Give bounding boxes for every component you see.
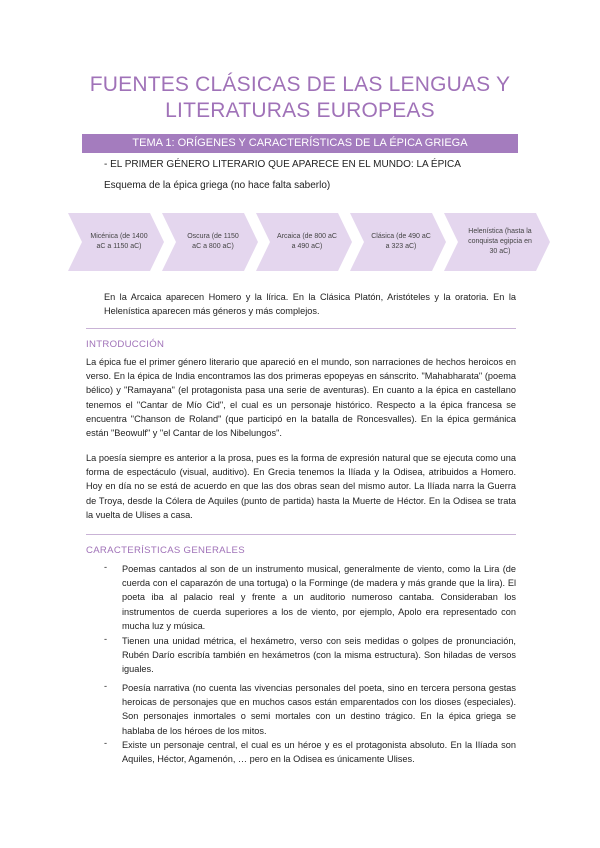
timeline-stage-micenica: Micénica (de 1400 aC a 1150 aC) <box>90 233 148 250</box>
bullet-item-2: Tienen una unidad métrica, el hexámetro, verso con seis medidas o golpes de pronunciación, Rubén Darío escribía también en hexámetros (con la misma estructura). Son hiladas de versos iguales. <box>122 636 516 675</box>
bullet-dash: - <box>104 738 108 748</box>
bullet-item-4: Existe un personaje central, el cual es un héroe y es el protagonista absoluto. En la Ilíada son Aquiles, Héctor, Agamenón, … pero en la Odisea es únicamente Ulises. <box>122 740 516 765</box>
tema-banner: TEMA 1: ORÍGENES Y CARACTERÍSTICAS DE LA ÉPICA GRIEGA <box>82 134 518 153</box>
timeline-stage-arcaica: Arcaica (de 800 aC a 490 aC) <box>277 233 337 250</box>
bullet-item-1: Poemas cantados al son de un instrumento musical, generalmente de viento, como la Lira (de cuerda con el caparazón de una tortuga) o la Forminge (de madera y más grande que la lira). El poeta iba al palacio real y frente a un auditorio numeroso cantaba. Consideraban los instrumentos de cuerda superiores a los de viento, por ejemplo, Apolo era representado con mucha luz y música. <box>122 564 516 631</box>
heading-caracteristicas: CARACTERÍSTICAS GENERALES <box>86 545 245 556</box>
bullet-item-3: Poesía narrativa (no cuenta las vivencias personales del poeta, sino en tercera persona gestas heroicas de personajes que en muchos casos están emparentados con los dioses (especiales). Son personajes inmortales o semi mortales con un destino trágico. En la épica griega se hablaba de los héroes de los mitos. <box>122 683 516 736</box>
timeline-stage-clasica: Clásica (de 490 aC a 323 aC) <box>371 233 431 250</box>
schema-note: Esquema de la épica griega (no hace falta saberlo) <box>104 180 331 191</box>
timeline-stage-helenistica: Helenística (hasta la conquista egipcia en 30 aC) <box>468 228 532 255</box>
bullet-dash: - <box>104 634 108 644</box>
bullet-dash: - <box>104 562 108 572</box>
section-subtitle: - EL PRIMER GÉNERO LITERARIO QUE APARECE EN EL MUNDO: LA ÉPICA <box>104 159 461 170</box>
epic-timeline <box>68 213 553 271</box>
heading-introduccion: INTRODUCCIÓN <box>86 339 165 350</box>
divider <box>86 534 516 535</box>
intro-paragraph-2: La poesía siempre es anterior a la prosa, pues es la forma de expresión natural que se ejecuta como una forma de espectáculo (visual, auditivo). En Grecia tenemos la Ilíada y la Odisea, atribuidos a Homero. Hoy en día no se está de acuerdo en que las dos obras sean del mismo autor. La Ilíada narra la Guerra de Troya, desde la Cólera de Aquiles (punto de partida) hasta la Muerte de Héctor. En la Odisea se trata la vuelta de Ulises a casa. <box>86 453 516 520</box>
divider <box>86 328 516 329</box>
bullet-dash: - <box>104 681 108 691</box>
timeline-summary: En la Arcaica aparecen Homero y la lírica. En la Clásica Platón, Aristóteles y la oratoria. En la Helenística aparecen más géneros y más complejos. <box>104 292 516 317</box>
timeline-stage-oscura: Oscura (de 1150 aC a 800 aC) <box>187 233 239 250</box>
intro-paragraph-1: La épica fue el primer género literario que apareció en el mundo, son narraciones de hechos heroicos en verso. En la épica de India encontramos las dos primeras epopeyas en sánscrito. "Mahabharata" (poema bélico) y "Ramayana" (el protagonista pasa una serie de aventuras). En cuanto a la épica en castellano tenemos el "Cantar de Mío Cid", el cual es un personaje histórico. Respecto a la épica francesa se encuentra "Chanson de Roland" (que participó en la batalla de Roncesvalles). En la épica germánica están "Beowulf" y "el Cantar de los Nibelungos". <box>86 357 516 439</box>
document-title: FUENTES CLÁSICAS DE LAS LENGUAS Y LITERATURAS EUROPEAS <box>89 73 511 122</box>
